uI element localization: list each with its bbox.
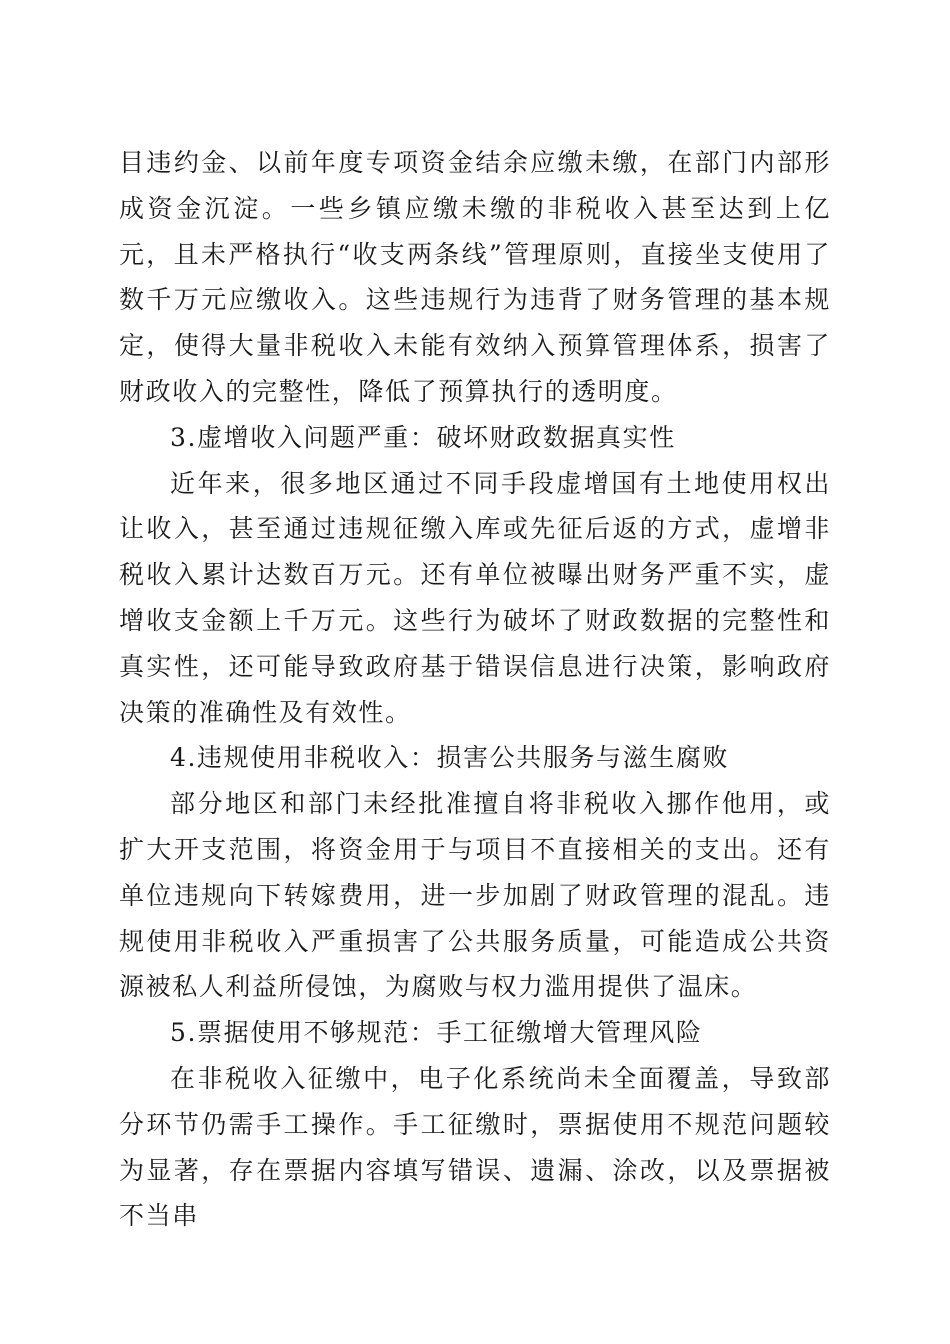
document-body (119, 140, 831, 1239)
paragraph-section-3: 近年来，很多地区通过不同手段虚增国有土地使用权出让收入，甚至通过违规征缴入库或先征后返的方式，虚增非税收入累计达数百万元。还有单位被曝出财务严重不实，虚增收支金额上千万元。这些行为破坏了财政数据的完整性和真实性，还可能导致政府基于错误信息进行决策，影响政府决策的准确性及有效性。 (119, 468, 831, 727)
section-heading-3: 3.虚增收入问题严重：破坏财政数据真实性 (170, 422, 676, 452)
paragraph-section-5: 在非税收入征缴中，电子化系统尚未全面覆盖，导致部分环节仍需手工操作。手工征缴时，票据使用不规范问题较为显著，存在票据内容填写错误、遗漏、涂改，以及票据被不当串 (119, 1063, 831, 1231)
paragraph-section-4: 部分地区和部门未经批准擅自将非税收入挪作他用，或扩大开支范围，将资金用于与项目不直接相关的支出。还有单位违规向下转嫁费用，进一步加剧了财政管理的混乱。违规使用非税收入严重损害了公共服务质量，可能造成公共资源被私人利益所侵蚀，为腐败与权力滥用提供了温床。 (119, 789, 831, 1002)
section-heading-5: 5.票据使用不够规范：手工征缴增大管理风险 (170, 1018, 703, 1048)
section-heading-4: 4.违规使用非税收入：损害公共服务与滋生腐败 (170, 743, 730, 773)
paragraph-continuation: 目违约金、以前年度专项资金结余应缴未缴，在部门内部形成资金沉淀。一些乡镇应缴未缴的非税收入甚至达到上亿元，且未严格执行“收支两条线”管理原则，直接坐支使用了数千万元应缴收入。这些违规行为违背了财务管理的基本规定，使得大量非税收入未能有效纳入预算管理体系，损害了财政收入的完整性，降低了预算执行的透明度。 (119, 148, 831, 406)
